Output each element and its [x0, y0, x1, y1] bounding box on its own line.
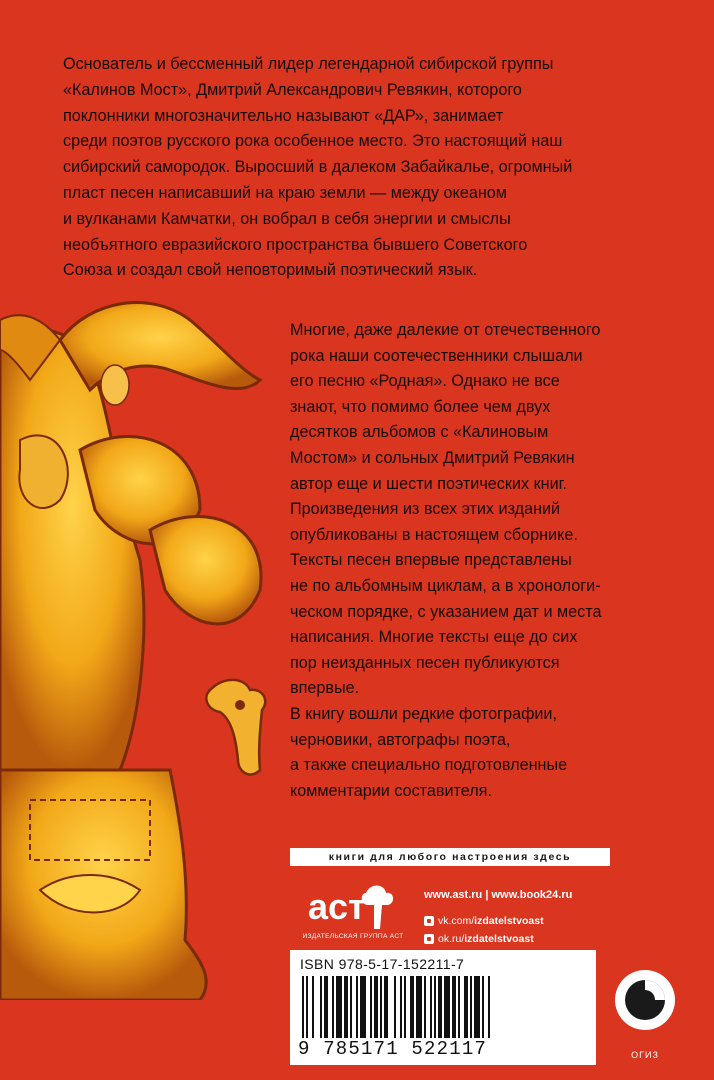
description-column [290, 318, 690, 804]
intro-line: поклонники многозначительно называют «ДАР», занимает [63, 106, 504, 125]
barcode-bar [306, 976, 308, 1038]
ast-logo-text: аст [308, 886, 366, 927]
barcode-bar [380, 976, 382, 1038]
intro-line: Основатель и бессменный лидер легендарной сибирской группы [63, 55, 554, 73]
ogiz-logo-icon [610, 960, 680, 1050]
barcode-bar [464, 976, 468, 1038]
barcode-area [290, 950, 596, 1065]
ok-link[interactable] [424, 931, 572, 946]
barcode-bar [416, 976, 422, 1038]
barcode-bar [384, 976, 388, 1038]
barcode-bar [424, 976, 426, 1038]
barcode-bar [370, 976, 372, 1038]
barcode-bar [312, 976, 314, 1038]
body-line: не по альбомным циклам, а в хронологи- [290, 576, 601, 595]
vk-link[interactable] [424, 913, 572, 928]
body-line: а также специально подготовленные [290, 756, 568, 775]
barcode-bar [344, 976, 348, 1038]
barcode-bar [452, 976, 456, 1038]
body-line: Произведения из всех этих изданий [290, 500, 561, 519]
barcode-bar [474, 976, 480, 1038]
barcode-bar [400, 976, 402, 1038]
barcode-bar [470, 976, 472, 1038]
imprint-label: ОГИЗ [631, 1050, 659, 1060]
intro-line: сибирский самородок. Выросший в далеком Забайкалье, огромный [63, 158, 573, 177]
intro-line: среди поэтов русского рока особенное место. Это настоящий наш [63, 132, 563, 151]
body-line: десятков альбомов с «Калиновым [290, 423, 549, 442]
ok-icon [424, 934, 434, 944]
publisher-links [424, 889, 572, 949]
intro-line: «Калинов Мост», Дмитрий Александрович Ревякин, которого [63, 80, 522, 99]
intro-line: необъятного евразийского пространства бывшего Советского [63, 235, 528, 254]
decorative-illustration [0, 300, 300, 1000]
barcode-bar [458, 976, 460, 1038]
body-line: черновики, автографы поэта, [290, 730, 511, 749]
vk-prefix: vk.com/ [438, 914, 475, 927]
body-line: комментарии составителя. [290, 781, 492, 800]
barcode-bar [410, 976, 414, 1038]
barcode-bar [332, 976, 334, 1038]
body-line: Многие, даже далекие от отечественного [290, 321, 601, 339]
isbn-label: ISBN 978-5-17-152211-7 [300, 956, 465, 972]
ok-handle: izdatelstvoast [464, 932, 534, 945]
barcode-bar [404, 976, 406, 1038]
intro-line: Союза и создал свой неповторимый поэтический язык. [63, 261, 478, 280]
body-line: рока наши соотечественники слышали [290, 346, 583, 365]
barcode-bar [356, 976, 358, 1038]
body-line: Тексты песен впервые представлены [290, 551, 572, 570]
barcode-bar [482, 976, 484, 1038]
body-line: Мостом» и сольных Дмитрий Ревякин [290, 448, 575, 467]
barcode-bar [488, 976, 490, 1038]
intro-line: пласт песен написавший на краю земли — между океаном [63, 183, 507, 202]
barcode-bar [430, 976, 432, 1038]
ok-prefix: ok.ru/ [438, 932, 465, 945]
intro-paragraph [63, 52, 673, 284]
body-line: автор еще и шести поэтических книг. [290, 474, 568, 493]
barcode-bar [360, 976, 366, 1038]
body-line: написания. Многие тексты еще до сих [290, 628, 578, 647]
body-line: впервые. [290, 679, 360, 698]
barcode-bar [438, 976, 442, 1038]
slogan-banner: книги для любого настроения здесь [290, 848, 610, 866]
body-line: В книгу вошли редкие фотографии, [290, 704, 557, 723]
barcode-digits: 9 785171 522117 [298, 1038, 488, 1060]
barcode-icon [300, 976, 586, 1038]
barcode-bar [444, 976, 450, 1038]
barcode-bar [336, 976, 342, 1038]
body-line: ческом порядке, с указанием дат и места [290, 602, 602, 621]
barcode-bar [320, 976, 322, 1038]
body-line: опубликованы в настоящем сборнике. [290, 525, 578, 544]
barcode-bar [324, 976, 328, 1038]
body-line: пор неизданных песен публикуются [290, 653, 560, 672]
barcode-bar [302, 976, 304, 1038]
body-line: его песню «Родная». Однако не все [290, 372, 560, 391]
body-line: знают, что помимо более чем двух [290, 397, 551, 416]
barcode-bar [350, 976, 352, 1038]
barcode-bar [434, 976, 436, 1038]
barcode-bar [394, 976, 396, 1038]
vk-handle: izdatelstvoast [474, 914, 544, 927]
barcode-bar [374, 976, 378, 1038]
publisher-caption: ИЗДАТЕЛЬСКАЯ ГРУППА АСТ [302, 933, 404, 940]
website-links[interactable]: www.ast.ru | www.book24.ru [424, 889, 573, 901]
intro-line: и вулканами Камчатки, он вобрал в себя энергии и смыслы [63, 209, 511, 228]
vk-icon [424, 916, 434, 926]
